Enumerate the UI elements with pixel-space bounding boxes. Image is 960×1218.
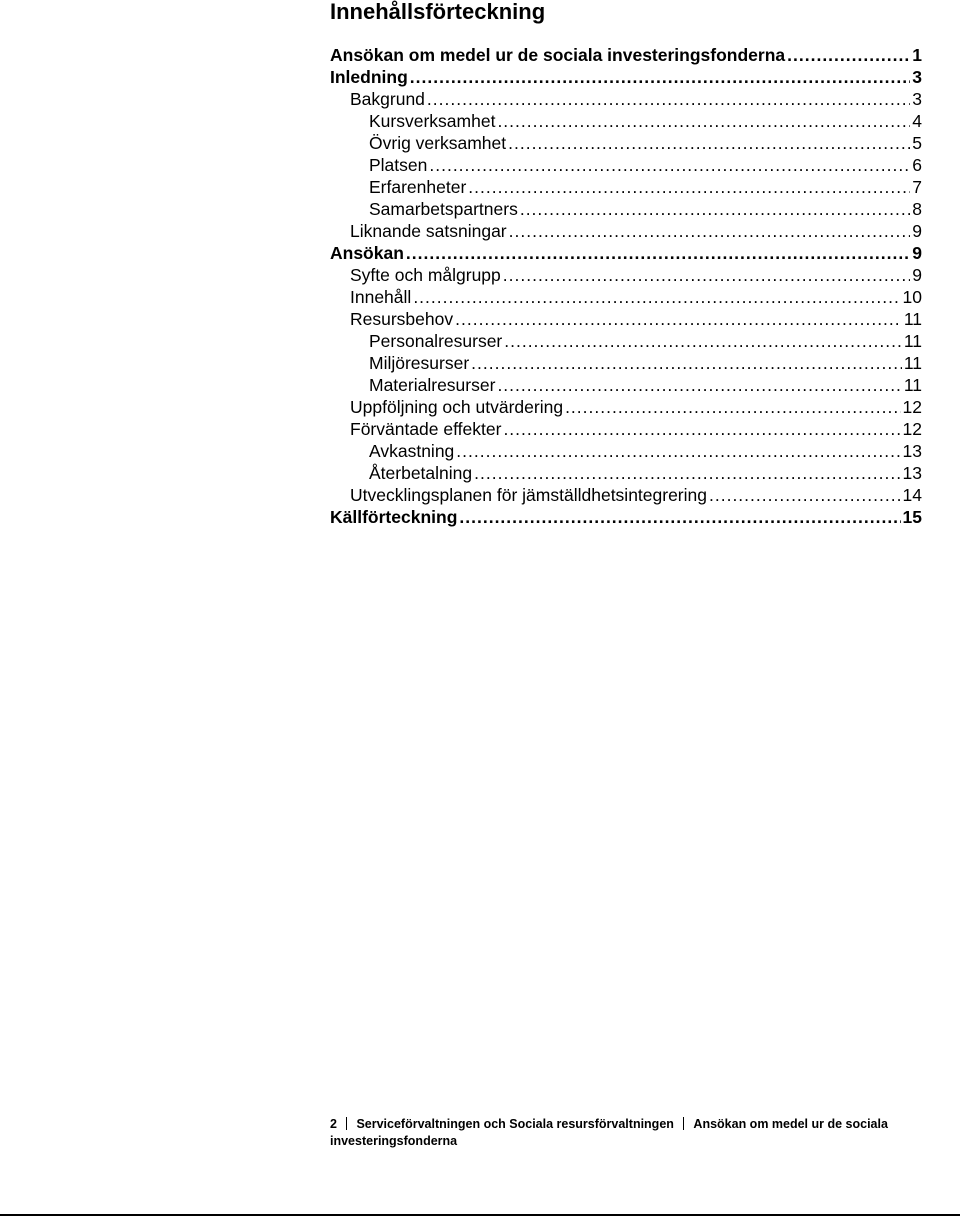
toc-entry[interactable] <box>330 44 922 66</box>
toc-entry-page-number: 1 <box>912 45 922 65</box>
toc-entry[interactable] <box>330 154 922 176</box>
toc-entry-page-number: 11 <box>903 375 922 395</box>
toc-entry[interactable] <box>330 132 922 154</box>
toc-entry-title: Resursbehov <box>350 309 454 329</box>
toc-entry-page-number: 8 <box>912 199 922 219</box>
toc-entry[interactable] <box>330 88 922 110</box>
toc-entry-title: Utvecklingsplanen för jämställdhetsintegrering <box>350 485 707 505</box>
toc-entry-title: Övrig verksamhet <box>369 133 507 153</box>
toc-entry-page-number: 9 <box>912 221 922 241</box>
toc-dot-leader <box>787 44 910 66</box>
toc-dot-leader <box>474 462 900 484</box>
toc-dot-leader <box>406 242 910 264</box>
toc-entry[interactable] <box>330 198 922 220</box>
toc-entry[interactable] <box>330 506 922 528</box>
toc-entry-title: Inledning <box>330 67 408 87</box>
toc-entry-page-number: 5 <box>912 133 922 153</box>
toc-dot-leader <box>427 88 910 110</box>
toc-entry-page-number: 11 <box>903 309 922 329</box>
toc-dot-leader <box>456 440 900 462</box>
toc-entry-page-number: 6 <box>912 155 922 175</box>
toc-dot-leader <box>468 176 910 198</box>
toc-entry-title: Bakgrund <box>350 89 425 109</box>
toc-entry-title: Platsen <box>369 155 428 175</box>
toc-entry-page-number: 10 <box>902 287 922 307</box>
toc-entry-title: Innehåll <box>350 287 412 307</box>
toc-entry-page-number: 7 <box>912 177 922 197</box>
toc-list <box>330 44 922 528</box>
toc-entry-page-number: 15 <box>902 507 922 527</box>
footer-document-title: Ansökan om medel ur de sociala investeringsfonderna <box>330 1117 888 1148</box>
toc-entry-page-number: 12 <box>902 397 922 417</box>
toc-entry[interactable] <box>330 396 922 418</box>
toc-entry-title: Liknande satsningar <box>350 221 507 241</box>
page-footer <box>330 1116 930 1150</box>
toc-dot-leader <box>509 220 911 242</box>
toc-entry-title: Källförteckning <box>330 507 458 527</box>
toc-dot-leader <box>413 286 900 308</box>
toc-entry-page-number: 11 <box>903 353 922 373</box>
toc-dot-leader <box>565 396 900 418</box>
toc-dot-leader <box>504 330 902 352</box>
toc-entry-title: Personalresurser <box>369 331 503 351</box>
toc-entry[interactable] <box>330 242 922 264</box>
toc-entry[interactable] <box>330 484 922 506</box>
toc-entry-page-number: 13 <box>902 463 922 483</box>
toc-entry-page-number: 12 <box>902 419 922 439</box>
toc-entry-page-number: 4 <box>912 111 922 131</box>
toc-entry-title: Ansökan om medel ur de sociala investeringsfonderna <box>330 45 786 65</box>
toc-entry[interactable] <box>330 286 922 308</box>
toc-dot-leader <box>497 374 901 396</box>
bottom-divider <box>0 1214 960 1216</box>
toc-entry-page-number: 14 <box>902 485 922 505</box>
footer-page-number: 2 <box>330 1117 337 1131</box>
toc-entry-title: Återbetalning <box>369 463 473 483</box>
toc-entry-title: Samarbetspartners <box>369 199 518 219</box>
toc-dot-leader <box>410 66 910 88</box>
toc-entry-title: Ansökan <box>330 243 404 263</box>
toc-entry-title: Materialresurser <box>369 375 496 395</box>
toc-entry[interactable] <box>330 264 922 286</box>
toc-entry[interactable] <box>330 110 922 132</box>
toc-dot-leader <box>459 506 900 528</box>
footer-department: Serviceförvaltningen och Sociala resursförvaltningen <box>356 1117 674 1131</box>
toc-entry-page-number: 9 <box>912 265 922 285</box>
toc-dot-leader <box>429 154 910 176</box>
toc-dot-leader <box>709 484 901 506</box>
toc-dot-leader <box>471 352 902 374</box>
toc-entry[interactable] <box>330 176 922 198</box>
toc-entry-page-number: 11 <box>903 331 922 351</box>
toc-entry-title: Erfarenheter <box>369 177 467 197</box>
toc-entry-title: Avkastning <box>369 441 455 461</box>
footer-separator <box>346 1117 348 1130</box>
toc-dot-leader <box>520 198 910 220</box>
toc-entry[interactable] <box>330 352 922 374</box>
toc-entry-page-number: 3 <box>912 89 922 109</box>
toc-entry[interactable] <box>330 440 922 462</box>
toc-entry[interactable] <box>330 418 922 440</box>
toc-entry-page-number: 3 <box>912 67 922 87</box>
toc-dot-leader <box>508 132 910 154</box>
footer-separator <box>683 1117 685 1130</box>
toc-dot-leader <box>503 264 910 286</box>
toc-entry[interactable] <box>330 330 922 352</box>
toc-entry-title: Miljöresurser <box>369 353 470 373</box>
toc-entry[interactable] <box>330 308 922 330</box>
toc-entry[interactable] <box>330 462 922 484</box>
toc-entry[interactable] <box>330 374 922 396</box>
toc-dot-leader <box>497 110 910 132</box>
toc-entry-page-number: 13 <box>902 441 922 461</box>
toc-entry-title: Syfte och målgrupp <box>350 265 501 285</box>
toc-title: Innehållsförteckning <box>330 0 546 24</box>
toc-entry-title: Kursverksamhet <box>369 111 496 131</box>
toc-entry-title: Förväntade effekter <box>350 419 502 439</box>
toc-dot-leader <box>503 418 900 440</box>
toc-entry-title: Uppföljning och utvärdering <box>350 397 564 417</box>
toc-dot-leader <box>455 308 902 330</box>
toc-entry-page-number: 9 <box>912 243 922 263</box>
toc-entry[interactable] <box>330 220 922 242</box>
toc-entry[interactable] <box>330 66 922 88</box>
